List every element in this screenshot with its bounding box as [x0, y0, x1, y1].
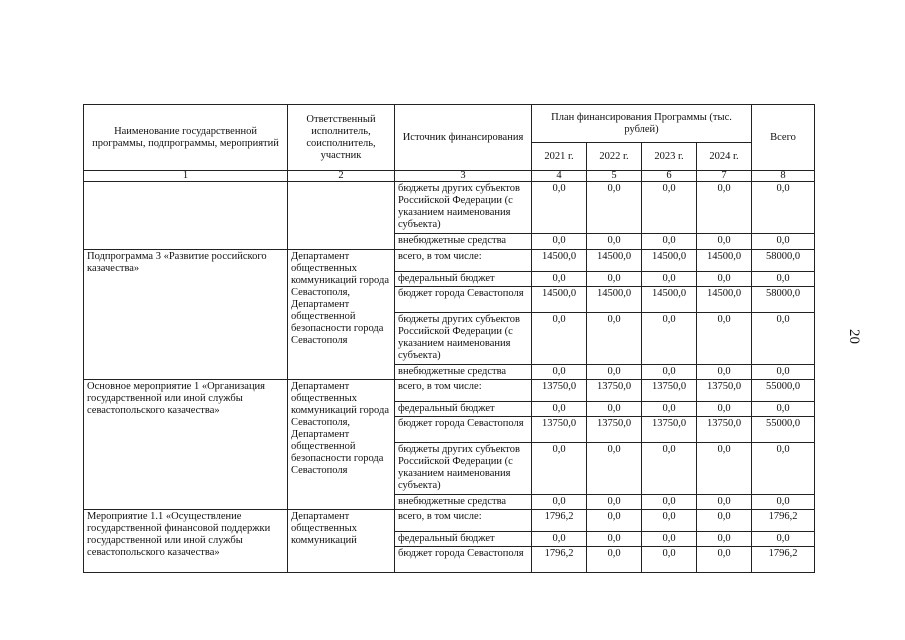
source-cell: внебюджетные средства: [395, 234, 532, 250]
total-value-cell: 0,0: [752, 182, 815, 234]
year-value-cell: 14500,0: [642, 250, 697, 272]
source-cell: бюджеты других субъектов Российской Федерации (с указанием наименования субъекта): [395, 313, 532, 365]
year-value-cell: 13750,0: [697, 417, 752, 443]
year-value-cell: 13750,0: [587, 380, 642, 402]
source-cell: внебюджетные средства: [395, 365, 532, 380]
year-value-cell: 0,0: [587, 547, 642, 573]
header-year: 2022 г.: [587, 143, 642, 171]
source-cell: федеральный бюджет: [395, 272, 532, 287]
header-year: 2023 г.: [642, 143, 697, 171]
year-value-cell: 0,0: [587, 402, 642, 417]
column-index: 4: [532, 171, 587, 182]
year-value-cell: 13750,0: [587, 417, 642, 443]
program-name-cell: Основное мероприятие 1 «Организация государственной или иной службы севастопольского казачества»: [84, 380, 288, 510]
year-value-cell: 0,0: [532, 182, 587, 234]
year-value-cell: 0,0: [532, 272, 587, 287]
year-value-cell: 14500,0: [532, 287, 587, 313]
total-value-cell: 0,0: [752, 443, 815, 495]
year-value-cell: 0,0: [532, 532, 587, 547]
source-cell: всего, в том числе:: [395, 250, 532, 272]
total-value-cell: 55000,0: [752, 380, 815, 402]
program-name-cell: Подпрограмма 3 «Развитие российского казачества»: [84, 250, 288, 380]
year-value-cell: 0,0: [697, 443, 752, 495]
source-cell: бюджеты других субъектов Российской Федерации (с указанием наименования субъекта): [395, 443, 532, 495]
total-value-cell: 55000,0: [752, 417, 815, 443]
year-value-cell: 0,0: [642, 182, 697, 234]
year-value-cell: 0,0: [697, 532, 752, 547]
executor-cell: Департамент общественных коммуникаций города Севастополя, Департамент общественной безопасности города Севастополя: [288, 380, 395, 510]
total-value-cell: 1796,2: [752, 510, 815, 532]
year-value-cell: 0,0: [642, 365, 697, 380]
year-value-cell: 13750,0: [642, 417, 697, 443]
source-cell: бюджет города Севастополя: [395, 417, 532, 443]
total-value-cell: 58000,0: [752, 287, 815, 313]
year-value-cell: 0,0: [532, 313, 587, 365]
year-value-cell: 0,0: [697, 510, 752, 532]
year-value-cell: 0,0: [642, 402, 697, 417]
column-index: 1: [84, 171, 288, 182]
year-value-cell: 14500,0: [587, 250, 642, 272]
column-index: 6: [642, 171, 697, 182]
table-row: [84, 380, 815, 402]
year-value-cell: 0,0: [532, 234, 587, 250]
year-value-cell: 1796,2: [532, 510, 587, 532]
header-year: 2021 г.: [532, 143, 587, 171]
year-value-cell: 0,0: [697, 365, 752, 380]
source-cell: всего, в том числе:: [395, 380, 532, 402]
column-index: 5: [587, 171, 642, 182]
header-year: 2024 г.: [697, 143, 752, 171]
year-value-cell: 0,0: [697, 402, 752, 417]
year-value-cell: 0,0: [697, 182, 752, 234]
header-col2: Ответственный исполнитель, соисполнитель, участник: [288, 105, 395, 171]
financing-table: [83, 104, 815, 573]
source-cell: внебюджетные средства: [395, 495, 532, 510]
year-value-cell: 0,0: [642, 495, 697, 510]
table-row: [84, 182, 815, 234]
source-cell: бюджет города Севастополя: [395, 287, 532, 313]
source-cell: бюджеты других субъектов Российской Федерации (с указанием наименования субъекта): [395, 182, 532, 234]
total-value-cell: 0,0: [752, 313, 815, 365]
empty-executor-cell: [288, 182, 395, 250]
year-value-cell: 0,0: [587, 532, 642, 547]
year-value-cell: 14500,0: [532, 250, 587, 272]
year-value-cell: 0,0: [587, 495, 642, 510]
year-value-cell: 13750,0: [642, 380, 697, 402]
year-value-cell: 13750,0: [697, 380, 752, 402]
year-value-cell: 0,0: [697, 495, 752, 510]
header-col1: Наименование государственной программы, подпрограммы, мероприятий: [84, 105, 288, 171]
total-value-cell: 0,0: [752, 532, 815, 547]
year-value-cell: 0,0: [532, 443, 587, 495]
year-value-cell: 0,0: [587, 443, 642, 495]
year-value-cell: 1796,2: [532, 547, 587, 573]
page-number: 20: [846, 329, 862, 344]
header-plan: План финансирования Программы (тыс. рублей): [532, 105, 752, 143]
year-value-cell: 0,0: [697, 234, 752, 250]
total-value-cell: 1796,2: [752, 547, 815, 573]
year-value-cell: 0,0: [642, 313, 697, 365]
year-value-cell: 0,0: [697, 313, 752, 365]
total-value-cell: 58000,0: [752, 250, 815, 272]
total-value-cell: 0,0: [752, 495, 815, 510]
executor-cell: Департамент общественных коммуникаций города Севастополя, Департамент общественной безопасности города Севастополя: [288, 250, 395, 380]
program-name-cell: Мероприятие 1.1 «Осуществление государственной финансовой поддержки государственной или иной службы севастопольского казачества»: [84, 510, 288, 573]
total-value-cell: 0,0: [752, 234, 815, 250]
source-cell: федеральный бюджет: [395, 532, 532, 547]
year-value-cell: 0,0: [532, 495, 587, 510]
column-index: 2: [288, 171, 395, 182]
year-value-cell: 0,0: [587, 234, 642, 250]
year-value-cell: 0,0: [642, 234, 697, 250]
column-index: 8: [752, 171, 815, 182]
year-value-cell: 0,0: [587, 313, 642, 365]
year-value-cell: 0,0: [642, 272, 697, 287]
total-value-cell: 0,0: [752, 365, 815, 380]
year-value-cell: 13750,0: [532, 417, 587, 443]
total-value-cell: 0,0: [752, 402, 815, 417]
header-col3: Источник финансирования: [395, 105, 532, 171]
table-row: [84, 510, 815, 532]
source-cell: всего, в том числе:: [395, 510, 532, 532]
source-cell: федеральный бюджет: [395, 402, 532, 417]
year-value-cell: 0,0: [532, 402, 587, 417]
column-index: 7: [697, 171, 752, 182]
year-value-cell: 0,0: [587, 510, 642, 532]
year-value-cell: 14500,0: [697, 287, 752, 313]
executor-cell: Департамент общественных коммуникаций: [288, 510, 395, 573]
year-value-cell: 0,0: [697, 547, 752, 573]
year-value-cell: 13750,0: [532, 380, 587, 402]
year-value-cell: 0,0: [532, 365, 587, 380]
year-value-cell: 14500,0: [587, 287, 642, 313]
source-cell: бюджет города Севастополя: [395, 547, 532, 573]
header-total: Всего: [752, 105, 815, 171]
year-value-cell: 14500,0: [642, 287, 697, 313]
year-value-cell: 14500,0: [697, 250, 752, 272]
column-index: 3: [395, 171, 532, 182]
year-value-cell: 0,0: [642, 510, 697, 532]
year-value-cell: 0,0: [697, 272, 752, 287]
year-value-cell: 0,0: [642, 443, 697, 495]
table-row: [84, 250, 815, 272]
empty-name-cell: [84, 182, 288, 250]
total-value-cell: 0,0: [752, 272, 815, 287]
year-value-cell: 0,0: [587, 272, 642, 287]
year-value-cell: 0,0: [587, 365, 642, 380]
year-value-cell: 0,0: [642, 547, 697, 573]
year-value-cell: 0,0: [642, 532, 697, 547]
year-value-cell: 0,0: [587, 182, 642, 234]
